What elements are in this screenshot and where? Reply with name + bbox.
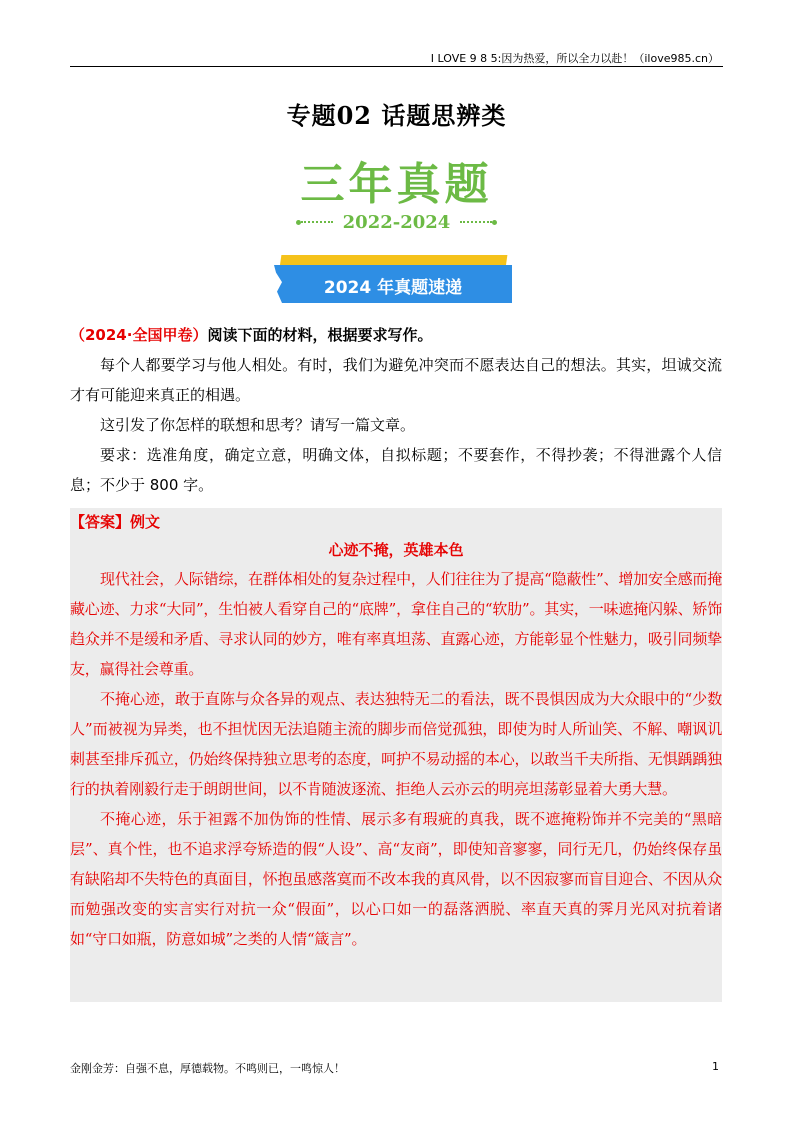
- years-range: 2022-2024: [342, 211, 451, 233]
- years-row: [0, 210, 793, 234]
- header-text: I LOVE 9 8 5:因为热爱，所以全力以赴！（ilove985.cn）: [430, 52, 719, 65]
- big-title: 三年真题: [300, 159, 493, 210]
- topic-title: 专题02 话题思辨类: [286, 101, 507, 130]
- answer-box: [70, 508, 722, 1002]
- dotted-line-left: [301, 221, 333, 223]
- banner-label: 2024 年真题速递: [323, 278, 463, 298]
- prompt-instruction: 阅读下面的材料，根据要求写作。: [207, 326, 433, 344]
- prompt-material: 每个人都要学习与他人相处。有时，我们为避免冲突而不愿表达自己的想法。其实，坦诚交流才有可能迎来真正的相遇。: [70, 356, 722, 404]
- essay-paragraph: 不掩心迹，敢于直陈与众各异的观点、表达独特无二的看法，既不畏惧因成为大众眼中的“少数人”而被视为异类，也不担忧因无法追随主流的脚步而倍觉孤独，即使为时人所讪笑、不解、嘲讽讥刺甚至排斥孤立，仍始终保持独立思考的态度，呵护不易动摇的本心，以敢当千夫所指、无惧踽踽独行的执着刚毅行走于朗朗世间，以不肯随波逐流、拒绝人云亦云的明亮坦荡彰显着大勇大慧。: [70, 690, 722, 798]
- essay-paragraph: 现代社会，人际错综，在群体相处的复杂过程中，人们往往为了提高“隐蔽性”、增加安全感而掩藏心迹、力求“大同”，生怕被人看穿自己的“底牌”，拿住自己的“软肋”。其实，一味遮掩闪躲、矫饰趋众并不是缓和矛盾、寻求认同的妙方，唯有率真坦荡、直露心迹，方能彰显个性魅力，吸引同频挚友，赢得社会尊重。: [70, 570, 722, 678]
- essay-title: 心迹不掩，英雄本色: [328, 541, 464, 559]
- prompt-source: （2024·全国甲卷）: [70, 326, 208, 344]
- header-rule: [70, 66, 723, 67]
- prompt-requirements: 要求：选准角度，确定立意，明确文体，自拟标题；不要套作，不得抄袭；不得泄露个人信息；不少于 800 字。: [70, 446, 722, 494]
- dotted-line-right: [460, 221, 492, 223]
- answer-label: 【答案】例文: [70, 513, 161, 531]
- prompt-heading: [70, 320, 722, 350]
- prompt-section: [70, 320, 722, 500]
- section-banner: [274, 255, 512, 303]
- page-number: 1: [712, 1060, 719, 1073]
- prompt-question: 这引发了你怎样的联想和思考？请写一篇文章。: [100, 416, 416, 434]
- footer-motto: 金刚金芳：自强不息，厚德载物。不鸣则已，一鸣惊人！: [70, 1062, 345, 1075]
- dot-decoration-icon: [492, 220, 497, 225]
- essay-paragraph: 不掩心迹，乐于袒露不加伪饰的性情、展示多有瑕疵的真我，既不遮掩粉饰并不完美的“黑暗层”、真个性，也不追求浮夸矫造的假“人设”、高“友商”，即使知音寥寥，同行无几，仍始终保存虽有缺陷却不失特色的真面目，怀抱虽感落寞而不改本我的真风骨，以不因寂寥而盲目迎合、不因从众而勉强改变的实言实行对抗一众“假面”，以心口如一的磊落洒脱、率直天真的霁月光风对抗着诸如“守口如瓶，防意如城”之类的人情“箴言”。: [70, 810, 722, 948]
